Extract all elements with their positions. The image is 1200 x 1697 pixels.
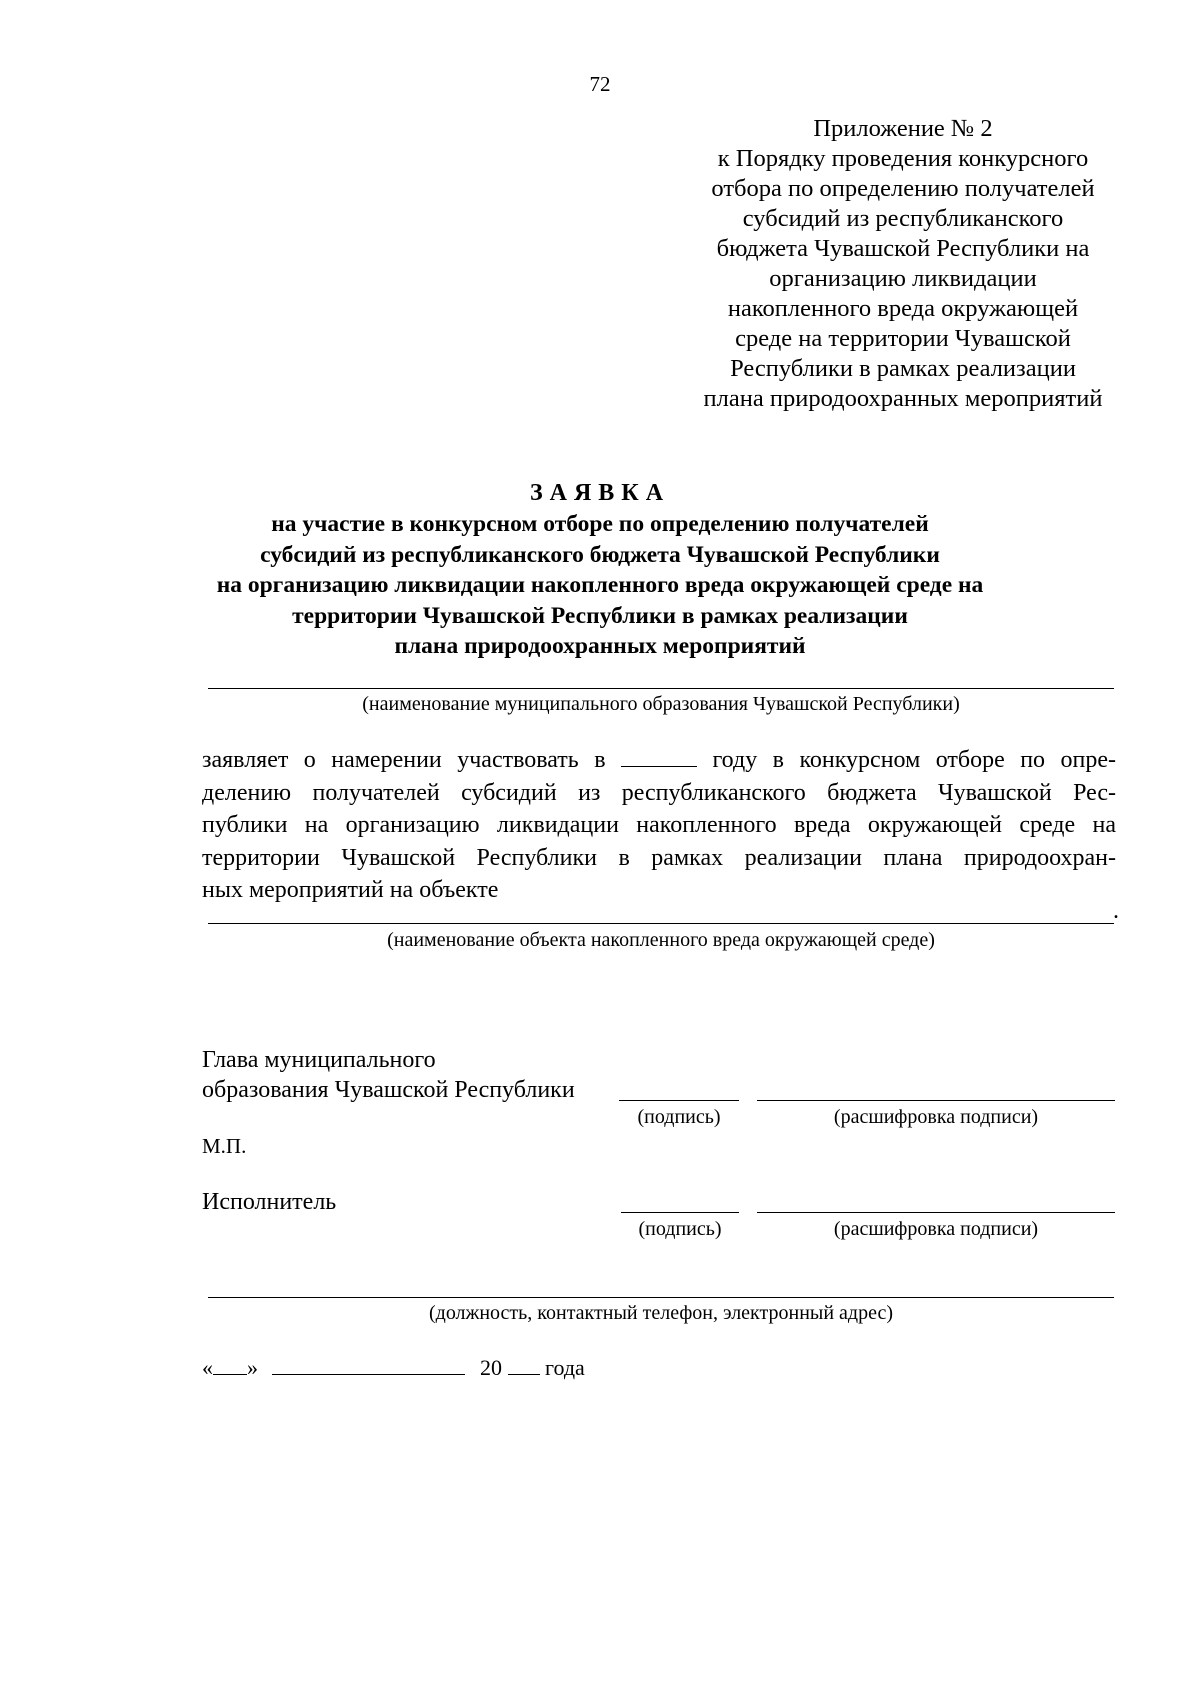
object-line-period: . xyxy=(1113,898,1119,924)
executor-signature-field[interactable] xyxy=(621,1212,739,1213)
appendix-line: организацию ликвидации xyxy=(769,265,1037,292)
object-name-field[interactable] xyxy=(208,923,1114,924)
subtitle-line: территории Чувашской Республики в рамках реализации xyxy=(292,602,908,629)
page-number: 72 xyxy=(589,72,611,96)
date-line xyxy=(202,1352,585,1382)
open-quote: « xyxy=(202,1355,213,1380)
appendix-line: Приложение № 2 xyxy=(813,115,993,142)
municipality-caption: (наименование муниципального образования Чувашской Республики) xyxy=(362,693,960,715)
head-signature-field[interactable] xyxy=(619,1100,739,1101)
statement-line-2: делению получателей субсидий из республиканского бюджета Чувашской Рес- xyxy=(202,779,1116,806)
head-decryption-field[interactable] xyxy=(757,1100,1115,1101)
appendix-line: плана природоохранных мероприятий xyxy=(703,385,1103,412)
subtitle-line: плана природоохранных мероприятий xyxy=(394,633,806,659)
appendix-line: Республики в рамках реализации xyxy=(730,355,1076,382)
appendix-line: отбора по определению получателей xyxy=(711,175,1095,202)
decryption-caption: (расшифровка подписи) xyxy=(833,1106,1039,1128)
decryption-caption: (расшифровка подписи) xyxy=(833,1218,1039,1240)
executor-decryption-field[interactable] xyxy=(757,1212,1115,1213)
appendix-line: субсидий из республиканского xyxy=(742,205,1064,232)
appendix-line: накопленного вреда окружающей xyxy=(727,295,1079,322)
object-caption: (наименование объекта накопленного вреда окружающей среде) xyxy=(387,929,935,951)
signature-caption: (подпись) xyxy=(638,1218,722,1240)
municipality-name-field[interactable] xyxy=(208,688,1114,689)
statement-paragraph xyxy=(202,744,1116,907)
year-suffix: года xyxy=(545,1355,585,1380)
subtitle-line: на участие в конкурсном отборе по определению получателей xyxy=(271,511,929,537)
year-field[interactable] xyxy=(508,1352,540,1375)
contact-caption: (должность, контактный телефон, электронный адрес) xyxy=(428,1302,894,1324)
subtitle-line: на организацию ликвидации накопленного вреда окружающей среде на xyxy=(216,572,984,598)
year-prefix: 20 xyxy=(480,1355,502,1380)
day-field[interactable] xyxy=(213,1352,247,1375)
head-title-line-1: Глава муниципального xyxy=(202,1047,436,1073)
appendix-line: бюджета Чувашской Республики на xyxy=(716,235,1090,262)
statement-text: году в конкурсном отборе по опре- xyxy=(712,747,1116,773)
executor-label: Исполнитель xyxy=(202,1189,337,1215)
statement-line-5: ных мероприятий на объекте xyxy=(202,877,499,903)
statement-text: заявляет о намерении участвовать в xyxy=(202,747,606,773)
appendix-header xyxy=(678,114,1128,414)
statement-line-3: публики на организацию ликвидации накопленного вреда окружающей среде на xyxy=(202,812,1116,838)
stamp-label: М.П. xyxy=(202,1134,247,1158)
document-subtitle xyxy=(100,509,1100,662)
signature-caption: (подпись) xyxy=(637,1106,721,1128)
contact-info-field[interactable] xyxy=(208,1297,1114,1298)
statement-line-1 xyxy=(202,744,1116,777)
appendix-line: среде на территории Чувашской xyxy=(735,325,1071,352)
year-blank-field[interactable] xyxy=(621,744,697,767)
document-title: ЗАЯВКА xyxy=(529,480,671,506)
month-field[interactable] xyxy=(272,1352,465,1375)
subtitle-line: субсидий из республиканского бюджета Чувашской Республики xyxy=(260,541,940,568)
close-quote: » xyxy=(247,1355,258,1380)
statement-line-4: территории Чувашской Республики в рамках реализации плана природоохран- xyxy=(202,844,1116,871)
appendix-line: к Порядку проведения конкурсного xyxy=(717,145,1089,172)
head-title-line-2: образования Чувашской Республики xyxy=(202,1077,575,1103)
